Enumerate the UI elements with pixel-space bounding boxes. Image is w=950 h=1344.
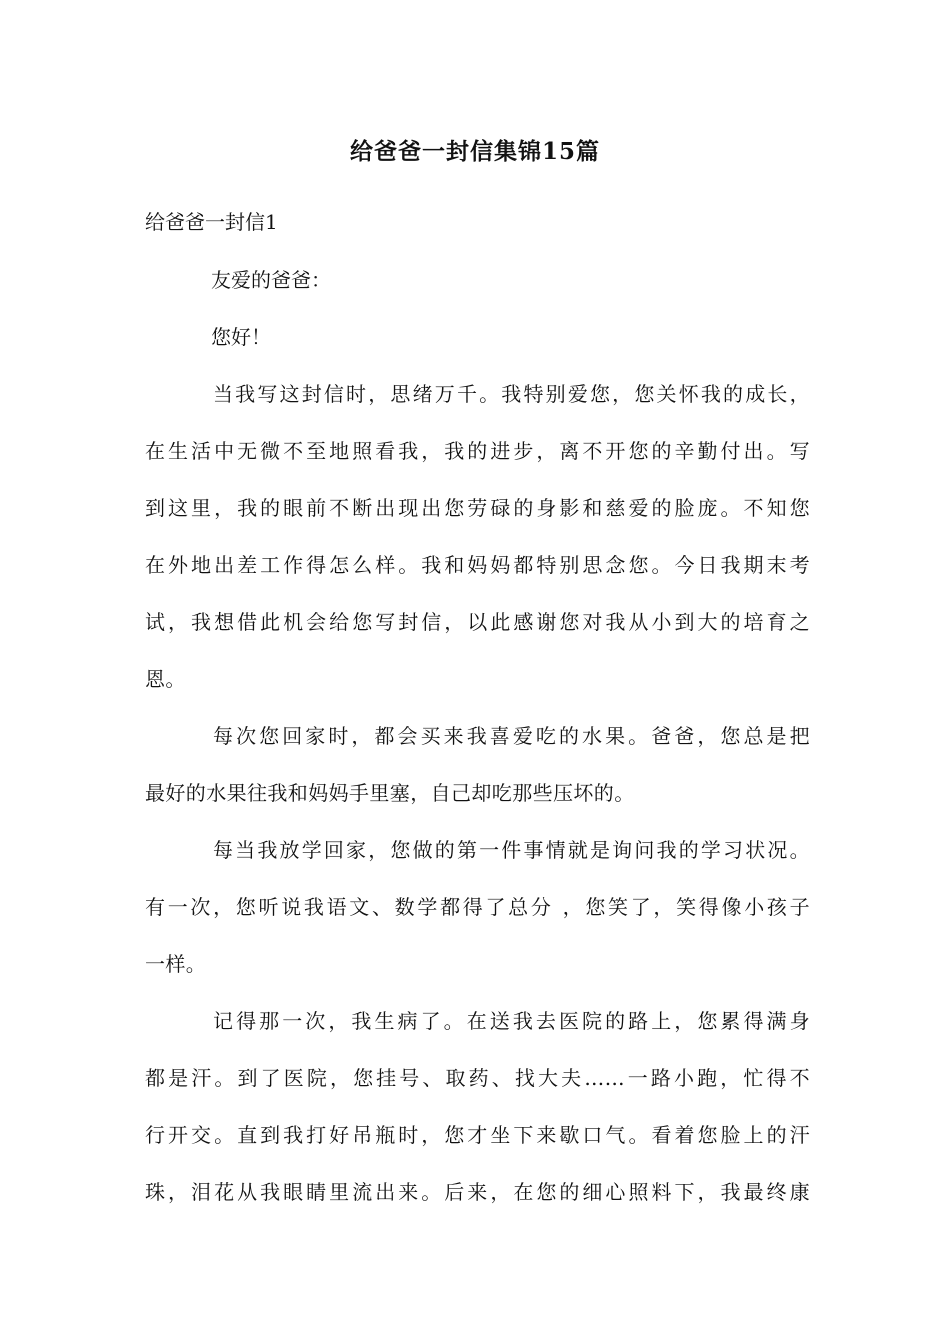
section-heading: 给爸爸一封信1 xyxy=(145,210,278,234)
greeting: 您好！ xyxy=(211,325,271,349)
salutation: 友爱的爸爸： xyxy=(211,268,331,292)
document-title: 给爸爸一封信集锦15篇 xyxy=(349,138,600,165)
paragraph-line: 有一次，您听说我语文、数学都得了总分 ，您笑了，笑得像小孩子 xyxy=(145,895,810,919)
paragraph-line: 珠，泪花从我眼睛里流出来。后来，在您的细心照料下，我最终康 xyxy=(145,1180,810,1204)
paragraph-line: 最好的水果往我和妈妈手里塞，自己却吃那些压坏的。 xyxy=(145,781,635,805)
paragraph-line: 在外地出差工作得怎么样。我和妈妈都特别思念您。今日我期末考 xyxy=(145,553,810,577)
paragraph-line: 恩。 xyxy=(145,667,186,691)
paragraph-line: 行开交。直到我打好吊瓶时，您才坐下来歇口气。看着您脸上的汗 xyxy=(145,1123,810,1147)
paragraph-line: 每次您回家时，都会买来我喜爱吃的水果。爸爸，您总是把 xyxy=(213,724,810,748)
paragraph-line: 都是汗。到了医院，您挂号、取药、找大夫……一路小跑，忙得不 xyxy=(145,1066,810,1090)
paragraph-line: 当我写这封信时，思绪万千。我特别爱您，您关怀我的成长， xyxy=(213,382,810,406)
paragraph-line: 每当我放学回家，您做的第一件事情就是询问我的学习状况。 xyxy=(213,838,810,862)
paragraph-line: 在生活中无微不至地照看我，我的进步，离不开您的辛勤付出。写 xyxy=(145,439,810,463)
paragraph-line: 一样。 xyxy=(145,952,207,976)
paragraph-line: 记得那一次，我生病了。在送我去医院的路上，您累得满身 xyxy=(213,1009,810,1033)
paragraph-line: 试，我想借此机会给您写封信，以此感谢您对我从小到大的培育之 xyxy=(145,610,810,634)
paragraph-line: 到这里，我的眼前不断出现出您劳碌的身影和慈爱的脸庞。不知您 xyxy=(145,496,810,520)
